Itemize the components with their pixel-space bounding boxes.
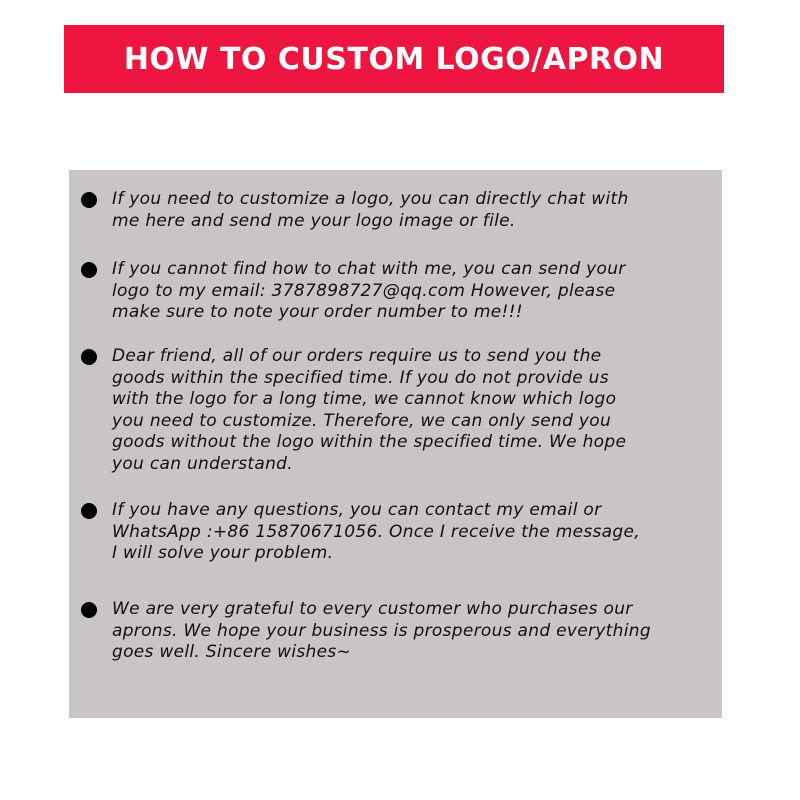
text-line: We are very grateful to every customer who purchases our [112, 599, 633, 619]
instruction-item-3 [81, 346, 681, 475]
text-line: If you cannot find how to chat with me, you can send your [112, 259, 626, 279]
instruction-item-2 [81, 259, 681, 324]
text-line: you can understand. [112, 453, 293, 474]
instruction-text-3 [112, 346, 626, 475]
bullet-icon [81, 192, 97, 208]
text-line: goes well. Sincere wishes~ [112, 642, 352, 662]
instruction-item-4 [81, 500, 681, 565]
title-banner [64, 25, 724, 93]
text-line: Dear friend, all of our orders require us to send you the [112, 346, 602, 366]
text-line: me here and send me your logo image or file. [112, 210, 516, 231]
instruction-text-2 [112, 259, 626, 324]
text-line: WhatsApp :+86 15870671056. Once I receive the message, [112, 521, 640, 542]
instruction-item-5 [81, 599, 681, 664]
bullet-icon [81, 602, 97, 618]
text-line: goods without the logo within the specified time. We hope [112, 432, 627, 452]
instruction-text-5 [112, 599, 651, 664]
text-line: make sure to note your order number to me!!! [112, 302, 523, 322]
text-line: with the logo for a long time, we cannot know which logo [112, 389, 617, 409]
bullet-icon [81, 349, 97, 365]
instruction-text-1 [112, 189, 629, 232]
text-line: If you have any questions, you can contact my email or [112, 500, 602, 520]
text-line: aprons. We hope your business is prosperous and everything [112, 620, 651, 641]
text-line: goods within the specified time. If you do not provide us [112, 367, 609, 388]
text-line: I will solve your problem. [112, 543, 334, 563]
bullet-icon [81, 262, 97, 278]
instruction-item-1 [81, 189, 681, 232]
text-line: logo to my email: 3787898727@qq.com However, please [112, 280, 616, 301]
instructions-panel [69, 170, 722, 718]
instruction-text-4 [112, 500, 640, 565]
text-line: you need to customize. Therefore, we can only send you [112, 410, 612, 431]
text-line: If you need to customize a logo, you can directly chat with [112, 189, 629, 209]
bullet-icon [81, 503, 97, 519]
banner-title: HOW TO CUSTOM LOGO/APRON [123, 41, 665, 77]
